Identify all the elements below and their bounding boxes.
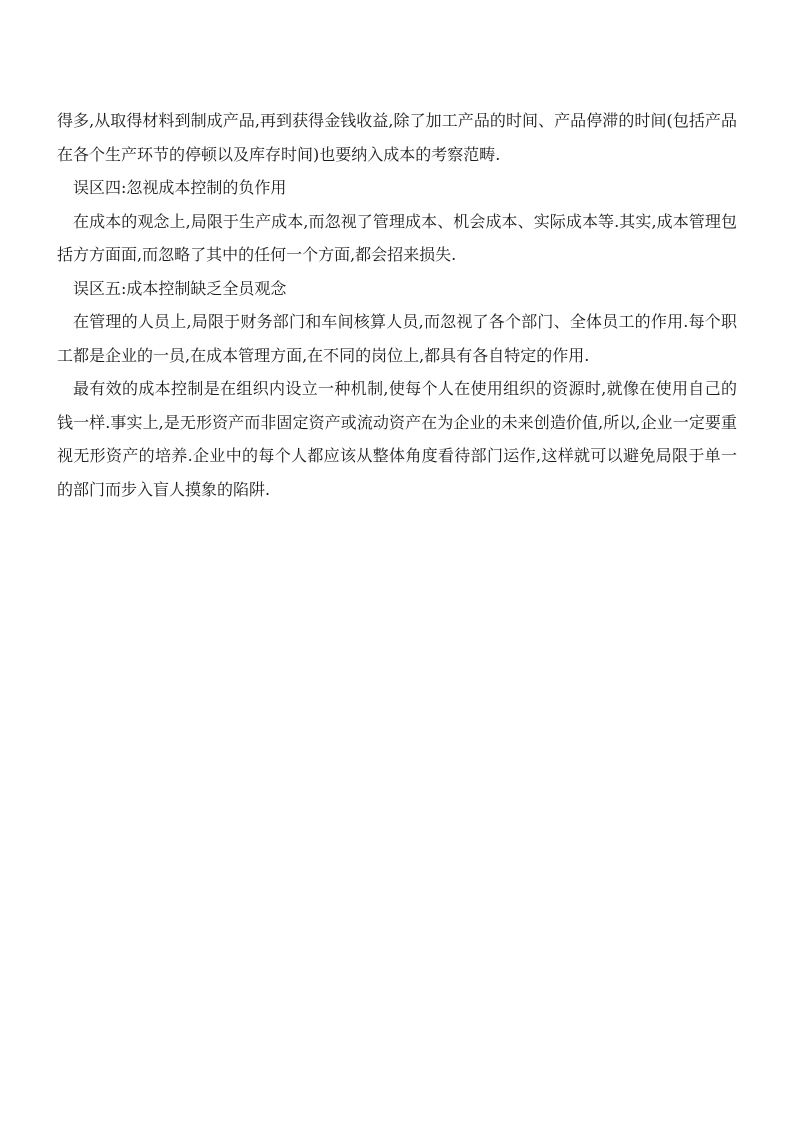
document-body [57,104,737,506]
heading-myth-five: 误区五:成本控制缺乏全员观念 [73,278,287,298]
paragraph-continuation: 得多,从取得材料到制成产品,再到获得金钱收益,除了加工产品的时间、产品停滞的时间(包括产品在各个生产环节的停顿以及库存时间)也要纳入成本的考察范畴. [57,111,737,164]
heading-myth-four: 误区四:忽视成本控制的负作用 [73,178,287,197]
paragraph-conclusion: 最有效的成本控制是在组织内设立一种机制,使每个人在使用组织的资源时,就像在使用自己的钱一样.事实上,是无形资产而非固定资产或流动资产在为企业的未来创造价值,所以,企业一定要重视无形资产的培养.企业中的每个人都应该从整体角度看待部门运作,这样就可以避免局限于单一的部门而步入盲人摸象的陷阱. [57,379,737,499]
paragraph-myth-five-body: 在管理的人员上,局限于财务部门和车间核算人员,而忽视了各个部门、全体员工的作用.每个职工都是企业的一员,在成本管理方面,在不同的岗位上,都具有各自特定的作用. [57,312,737,365]
paragraph-myth-four-body: 在成本的观念上,局限于生产成本,而忽视了管理成本、机会成本、实际成本等.其实,成本管理包括方方面面,而忽略了其中的任何一个方面,都会招来损失. [57,211,737,264]
